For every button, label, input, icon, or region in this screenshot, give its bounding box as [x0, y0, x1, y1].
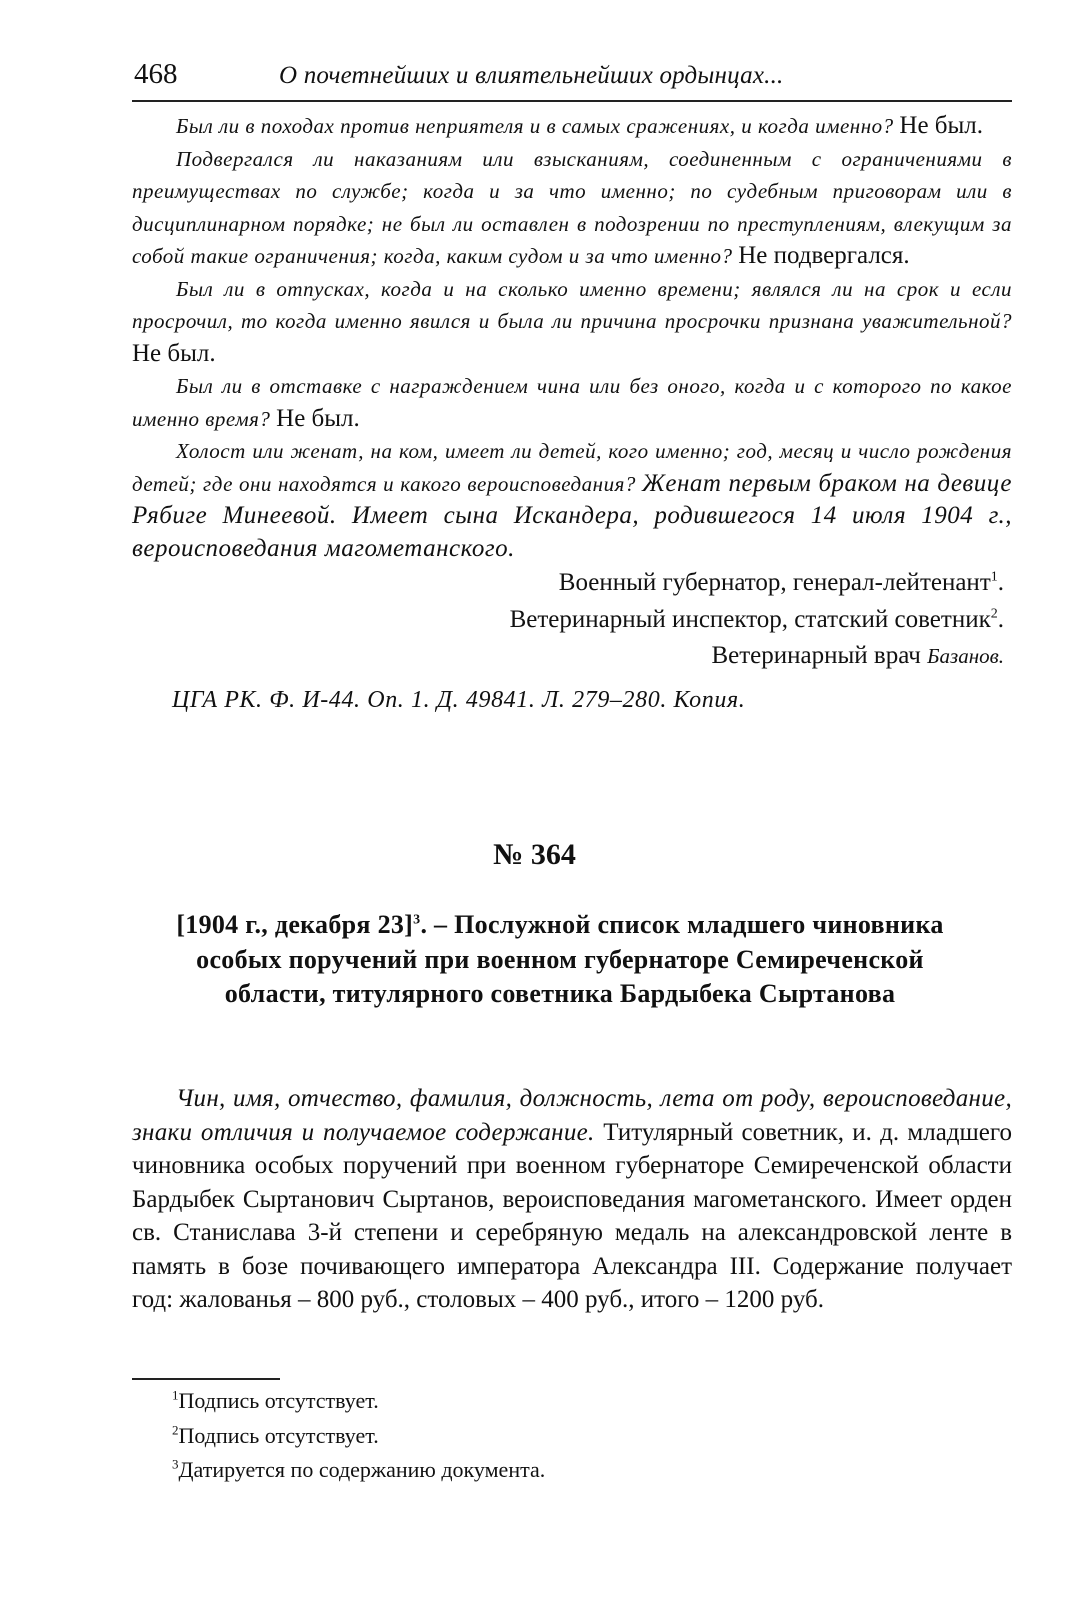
signature-block	[132, 565, 1012, 675]
running-header	[132, 56, 1012, 102]
answer-text: Титулярный советник, и. д. младшего чиновника особых поручений при военном губернаторе Семиреченской области Бардыбек Сыртанович Сыртанов, вероисповедания магометанского. Имеет орден св. Станислава 3-й степени и серебряную медаль на александровской ленте в память в бозе почивающего императора Александра III. Содержание получает год: жалованья – 800 руб., столовых – 400 руб., итого – 1200 руб.	[132, 1118, 1012, 1313]
question-text: Был ли в отпусках, когда и на сколько именно времени; являлся ли на срок и если просрочил, то когда именно явился и была ли причина просрочки признана уважительной?	[132, 276, 1012, 333]
answer-text: Не был.	[276, 404, 360, 432]
answer-text: Не подвергался.	[738, 242, 910, 269]
signature-inspector: Ветеринарный инспектор, статский советник$^2$.	[509, 605, 1004, 633]
paragraph-retirement	[132, 370, 1012, 435]
questionnaire-section	[132, 110, 1012, 714]
page-number: 468	[134, 58, 178, 90]
footnote-ref: 2	[990, 606, 998, 622]
signature-veterinarian: Ветеринарный врач Базанов.	[711, 642, 1004, 669]
signature-governor: Военный губернатор, генерал-лейтенант$^1$.	[558, 569, 1004, 596]
service-record-section	[132, 1082, 1012, 1317]
paragraph-family	[132, 435, 1012, 565]
question-text: Чин, имя, отчество, фамилия, должность, лета от роду, вероисповедание, знаки отличия и получаемое содержание.	[132, 1085, 1012, 1146]
paragraph-rank	[132, 1082, 1012, 1317]
footnote: $^2$Подпись отсутствует.	[172, 1422, 379, 1448]
question-text: Подвергался ли наказаниям или взысканиям, соединенным с ограничениями в преимуществах по службе; когда и за что именно; по судебным приговорам или в дисциплинарном порядке; не был ли оставлен в подозрении по преступлениям, влекущим за собой такие ограничения; когда, каким судом и за что именно?	[132, 146, 1012, 268]
running-title: О почетнейших и влиятельнейших ордынцах...	[279, 62, 784, 89]
question-text: Холост или женат, на ком, имеет ли детей, кого именно; год, месяц и число рождения детей; где они находятся и какого вероисповедания?	[132, 439, 1012, 496]
paragraph-punishments	[132, 143, 1012, 273]
question-text: Был ли в походах против неприятеля и в самых сражениях, и когда именно?	[176, 114, 894, 138]
footnote-ref: 1	[990, 569, 998, 585]
archive-reference: ЦГА РК. Ф. И-44. Оп. 1. Д. 49841. Л. 279–280. Копия.	[172, 686, 746, 713]
footnote-ref: 3	[413, 912, 421, 928]
footnotes	[172, 1384, 545, 1488]
paragraph-leaves	[132, 273, 1012, 371]
footnote: $^1$Подпись отсутствует.	[172, 1387, 379, 1413]
document-number: № 364	[493, 838, 576, 871]
question-text: Был ли в отставке с награждением чина или без оного, когда и с которого по какое именно время?	[132, 374, 1012, 431]
paragraph-campaigns	[132, 110, 1012, 143]
answer-text: Не был.	[132, 339, 216, 367]
signer-name: Базанов.	[927, 644, 1004, 668]
footnote: $^3$Датируется по содержанию документа.	[172, 1456, 546, 1482]
footnote-divider	[132, 1378, 280, 1380]
answer-text: Женат первым браком на девице Рябиге Минеевой. Имеет сына Искандера, родившегося 14 июля 1904 г., вероисповедания магометанского.	[132, 469, 1013, 562]
document-title: [1904 г., декабря 23]$^3$. – Послужной список младшего чиновника особых поручений при военном губернаторе Семиреченской области, титулярного советника Бардыбека Сыртанова	[176, 910, 944, 1008]
answer-text: Не был.	[899, 112, 984, 139]
